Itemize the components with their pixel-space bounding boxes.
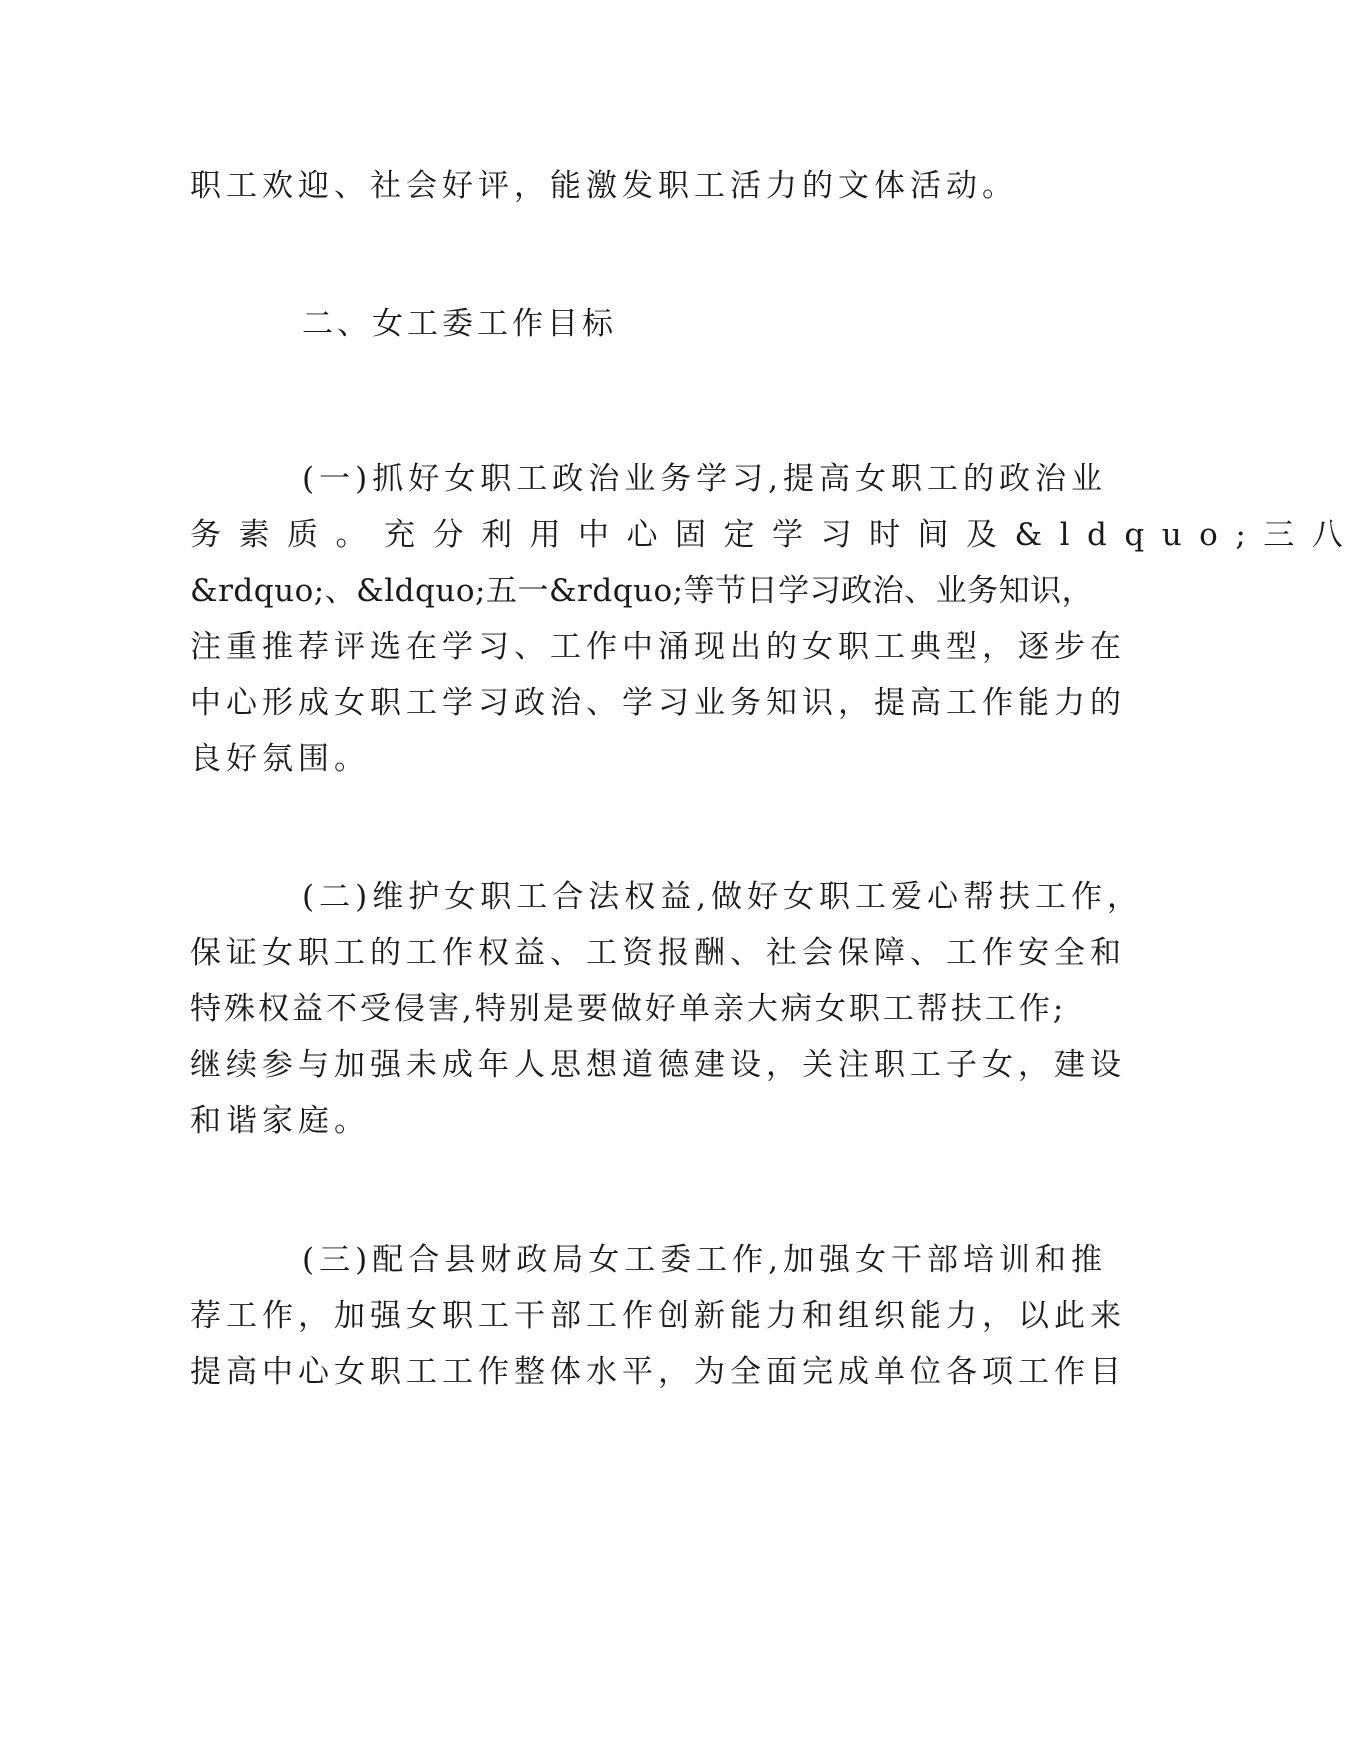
- item-1-line-3: &rdquo;、&ldquo;五一&rdquo;等节日学习政治、业务知识，: [190, 573, 1094, 609]
- item-1-line-5: 中心形成女职工学习政治、学习业务知识，提高工作能力的: [190, 685, 1126, 721]
- item-2-line-4: 继续参与加强未成年人思想道德建设，关注职工子女，建设: [190, 1047, 1126, 1083]
- section-heading: 二、女工委工作目标: [302, 306, 617, 342]
- item-1-line-2: 务素质。充分利用中心固定学习时间及&ldquo;三八: [190, 517, 1360, 553]
- paragraph-line: 职工欢迎、社会好评，能激发职工活力的文体活动。: [190, 168, 1018, 204]
- item-3-line-2: 荐工作，加强女职工干部工作创新能力和组织能力，以此来: [190, 1298, 1126, 1334]
- item-3-line-3: 提高中心女职工工作整体水平，为全面完成单位各项工作目: [190, 1354, 1126, 1390]
- item-1-line-6: 良好氛围。: [190, 741, 370, 777]
- item-1-line-1: (一)抓好女职工政治业务学习,提高女职工的政治业: [302, 461, 1108, 497]
- item-2-line-3: 特殊权益不受侵害,特别是要做好单亲大病女职工帮扶工作;: [190, 991, 1067, 1027]
- item-2-line-1: (二)维护女职工合法权益,做好女职工爱心帮扶工作，: [302, 879, 1144, 915]
- item-2-line-2: 保证女职工的工作权益、工资报酬、社会保障、工作安全和: [190, 935, 1126, 971]
- item-1-line-4: 注重推荐评选在学习、工作中涌现出的女职工典型，逐步在: [190, 629, 1126, 665]
- item-3-line-1: (三)配合县财政局女工委工作,加强女干部培训和推: [302, 1242, 1108, 1278]
- item-2-line-5: 和谐家庭。: [190, 1103, 370, 1139]
